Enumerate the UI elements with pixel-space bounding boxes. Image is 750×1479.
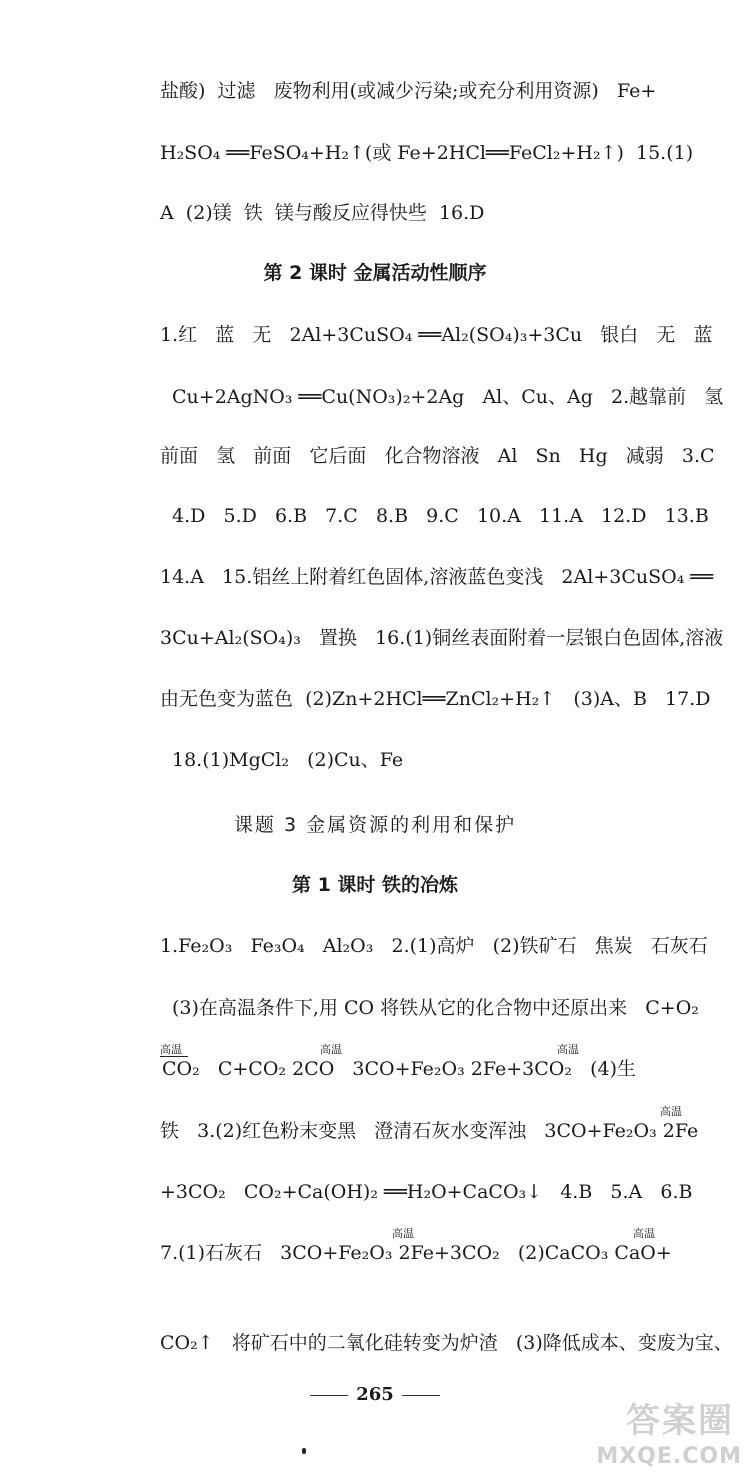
page-number-dash xyxy=(402,1395,440,1396)
answer-line-3: A (2)镁 铁 镁与酸反应得快些 16.D xyxy=(160,202,485,224)
answer-line-7: 4.D 5.D 6.B 7.C 8.B 9.C 10.A 11.A 12.D 13.B xyxy=(172,505,709,527)
answer-line-10: 由无色变为蓝色 (2)Zn+2HCl══ZnCl₂+H₂↑ (3)A、B 17.D xyxy=(160,688,711,710)
condition-label: 高温 xyxy=(660,1105,682,1118)
answer-line-14-text: CO₂ C+CO₂ 2CO 3CO+Fe₂O₃ 2Fe+3CO₂ (4)生 xyxy=(162,1058,637,1080)
answer-line-15 xyxy=(160,1105,750,1222)
answer-line-16: +3CO₂ CO₂+Ca(OH)₂ ══H₂O+CaCO₃↓ 4.B 5.A 6.B xyxy=(160,1181,693,1203)
condition-label: 高温 xyxy=(392,1227,414,1240)
condition-label: 高温 xyxy=(160,1043,182,1056)
answer-line-12: 1.Fe₂O₃ Fe₃O₄ Al₂O₃ 2.(1)高炉 (2)铁矿石 焦炭 石灰石 xyxy=(160,935,708,957)
answer-line-11: 18.(1)MgCl₂ (2)Cu、Fe xyxy=(172,749,404,771)
topic-3-heading: 课题 3 金属资源的利用和保护 xyxy=(233,814,517,836)
watermark-url: MXQE.COM xyxy=(596,1444,742,1469)
answer-line-2: H₂SO₄ ══FeSO₄+H₂↑(或 Fe+2HCl══FeCl₂+H₂↑) 15.(1) xyxy=(160,142,694,164)
lesson-1-heading: 第 1 课时 铁的冶炼 xyxy=(291,874,459,896)
answer-line-9: 3Cu+Al₂(SO₄)₃ 置换 16.(1)铜丝表面附着一层银白色固体,溶液 xyxy=(160,627,724,649)
answer-line-17-text: 7.(1)石灰石 3CO+Fe₂O₃ 2Fe+3CO₂ (2)CaCO₃ CaO+ xyxy=(160,1242,672,1264)
page-number-value: 265 xyxy=(356,1384,394,1405)
answer-line-1: 盐酸) 过滤 废物利用(或减少污染;或充分利用资源) Fe+ xyxy=(160,80,657,102)
watermark-logo: 答案圈 xyxy=(626,1401,734,1441)
answer-line-4: 1.红 蓝 无 2Al+3CuSO₄ ══Al₂(SO₄)₃+3Cu 银白 无 蓝 xyxy=(160,324,713,346)
answer-line-13: (3)在高温条件下,用 CO 将铁从它的化合物中还原出来 C+O₂ xyxy=(172,997,699,1019)
lesson-2-heading: 第 2 课时 金属活动性顺序 xyxy=(263,262,487,284)
answer-line-18: CO₂↑ 将矿石中的二氧化硅转变为炉渣 (3)降低成本、变废为宝、 xyxy=(160,1332,733,1354)
condition-label: 高温 xyxy=(320,1043,342,1056)
scan-speck xyxy=(302,1448,306,1454)
answer-line-5: Cu+2AgNO₃ ══Cu(NO₃)₂+2Ag Al、Cu、Ag 2.越靠前 氢 xyxy=(172,386,724,408)
answer-line-15-text: 铁 3.(2)红色粉末变黑 澄清石灰水变浑浊 3CO+Fe₂O₃ 2Fe xyxy=(160,1120,699,1142)
watermark xyxy=(596,1393,742,1473)
page-number-dash xyxy=(310,1395,348,1396)
answer-line-6: 前面 氢 前面 它后面 化合物溶液 Al Sn Hg 减弱 3.C xyxy=(160,445,715,467)
answer-line-8: 14.A 15.铝丝上附着红色固体,溶液蓝色变浅 2Al+3CuSO₄ ══ xyxy=(160,566,714,588)
condition-label: 高温 xyxy=(557,1043,579,1056)
condition-label: 高温 xyxy=(633,1227,655,1240)
